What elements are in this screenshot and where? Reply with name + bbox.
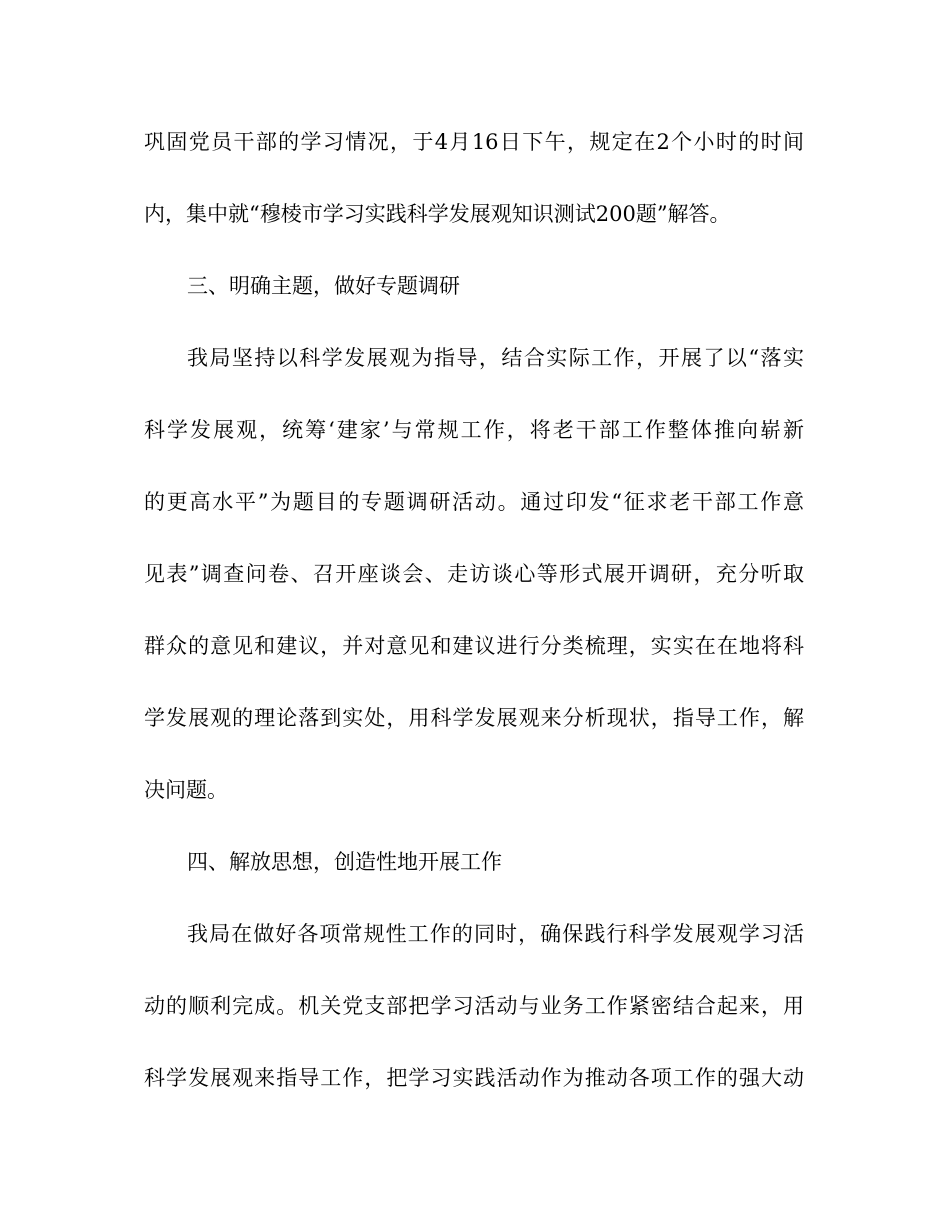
paragraph-line: 的更高水平”为题目的专题调研活动。通过印发“征求老干部工作意 [144, 490, 804, 514]
paragraph-line: 科学发展观来指导工作，把学习实践活动作为推动各项工作的强大动 [144, 1066, 804, 1090]
paragraph-line: 见表”调查问卷、召开座谈会、走访谈心等形式展开调研，充分听取 [144, 562, 804, 586]
paragraph-line: 内，集中就“穆棱市学习实践科学发展观知识测试200题”解答。 [144, 202, 731, 226]
paragraph-line: 学发展观的理论落到实处，用科学发展观来分析现状，指导工作，解 [144, 706, 804, 730]
section-heading: 三、明确主题，做好专题调研 [187, 274, 460, 298]
section-heading: 四、解放思想，创造性地开展工作 [187, 850, 502, 874]
paragraph-line: 群众的意见和建议，并对意见和建议进行分类梳理，实实在在地将科 [144, 634, 804, 658]
paragraph-line: 决问题。 [144, 778, 228, 802]
paragraph-line: 科学发展观，统筹‘建家’与常规工作，将老干部工作整体推向崭新 [144, 418, 804, 442]
paragraph-line: 动的顺利完成。机关党支部把学习活动与业务工作紧密结合起来，用 [144, 994, 804, 1018]
paragraph-line: 巩固党员干部的学习情况，于4月16日下午，规定在2个小时的时间 [144, 130, 804, 154]
paragraph-line: 我局坚持以科学发展观为指导，结合实际工作，开展了以“落实 [187, 346, 804, 370]
paragraph-line: 我局在做好各项常规性工作的同时，确保践行科学发展观学习活 [187, 922, 804, 946]
